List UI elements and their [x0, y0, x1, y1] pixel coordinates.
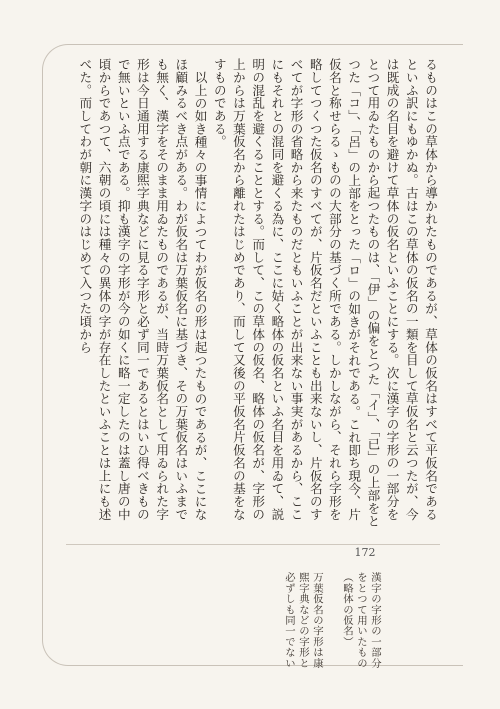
page-divider	[66, 544, 440, 545]
main-text-block	[66, 58, 440, 528]
side-note-manyogana-forms: 万葉仮名の字形は康煕字典などの字形と必ずしも同一でない	[283, 572, 323, 669]
paragraph-1: るものはこの草体から導かれたものであるが、草体の仮名はすべて平仮名であるといふ訳にもゆかぬ。古はこの草体の仮名の一類を目して草仮名と云つたが、今は既成の名目を避けて草体の仮名といふことにする。次に漢字の字形の一部分をとつて用ゐたものから起つたものは、「伊」の偏をとつた「イ」、「已」の上部をとつた「コ」、「呂」の上部をとった「ロ」の如きがそれである。これ即ち現今、片仮名と称せらるゝものの大部分の基づく所である。しかしながら、それら字形を略してつくつた仮名のすべてが、片仮名だといふことも出来ないし、片仮名のすべてが字形の省略から来たものだともいふことが出来ない事実があるから、ここにもそれとの混同を避くる為に、ここに姑く略体の仮名といふ名目を用ゐて、説明の混乱を避くることとする。而して、この草体の仮名、略体の仮名が、字形の上からは万葉仮名から離れたはじめであり、而して又後の平仮名片仮名の基をなすものである。	[211, 58, 438, 528]
paragraph-2: 以上の如き種々の事情によつてわが仮名の形は起つたものであるが、ここになほ顧みるべき点がある。わが仮名は万葉仮名に基づき、その万葉仮名はいふまでも無く、漢字をそのまま用ゐたものであるが、当時万葉仮名として用ゐられた字形は今日通用する康煕字典などに見る字形と必ず同一であるとはいひ得べきもので無いといふ点である。抑も漢字の字形が今の如くに略一定したのは蓋し唐の中頃からであつて、六朝の頃には種々の異体の字が存在したといふことは上にも述べた。而してわが朝に漢字のはじめて入つた頃から	[77, 58, 208, 521]
page-number: 172	[354, 546, 376, 559]
side-note-abbreviated-kana: 漢字の字形の一部分をとつて用いたもの（略体の仮名）	[341, 572, 381, 669]
